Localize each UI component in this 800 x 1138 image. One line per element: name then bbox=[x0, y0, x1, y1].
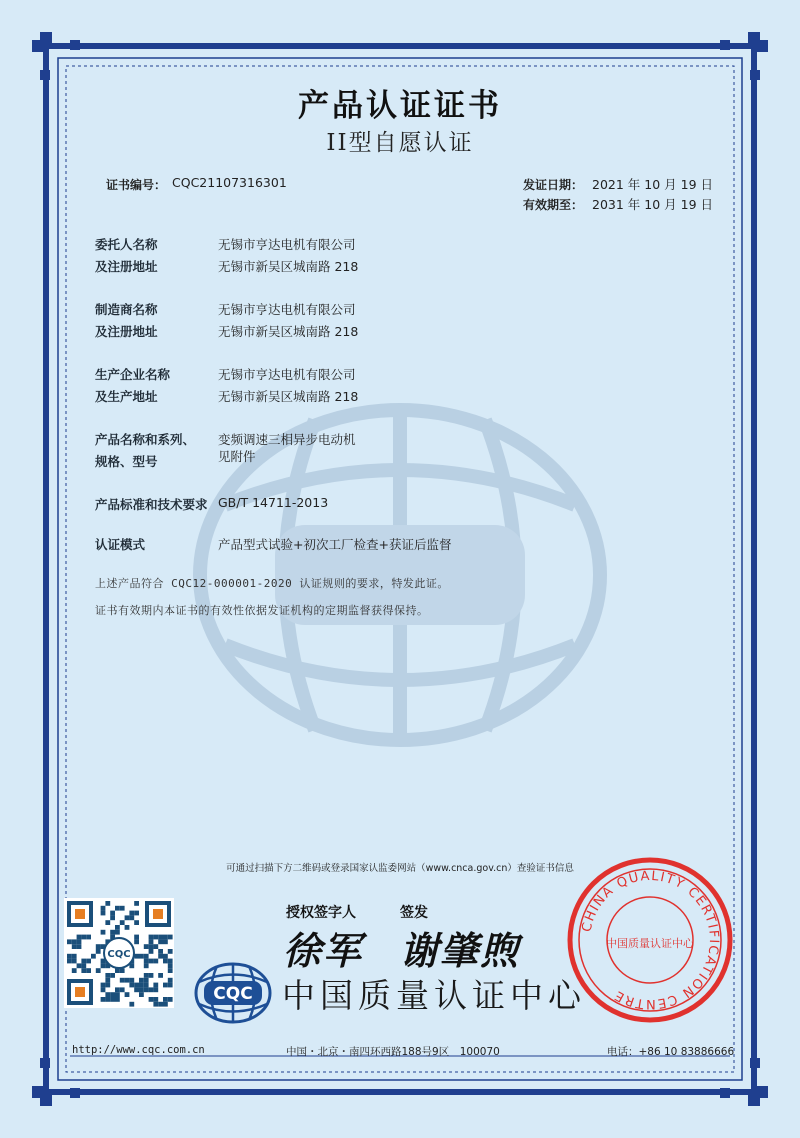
factory-address-value: 无锡市新吴区城南路 218 bbox=[218, 389, 359, 404]
cert-number-label: 证书编号： bbox=[106, 178, 167, 192]
factory-name-label: 生产企业名称 bbox=[95, 367, 171, 382]
footer-website[interactable]: http://www.cqc.com.cn bbox=[72, 1044, 205, 1056]
qr-cell bbox=[153, 1002, 158, 1007]
qr-cell bbox=[67, 954, 72, 959]
qr-cell bbox=[129, 1002, 134, 1007]
qr-cell bbox=[96, 944, 101, 949]
qr-cell bbox=[81, 963, 86, 968]
qr-cell bbox=[149, 959, 154, 964]
issued-label: 签发 bbox=[400, 905, 428, 921]
valid-date-value: 2031 年 10 月 19 日 bbox=[592, 197, 713, 212]
authorized-signatory-label: 授权签字人 bbox=[286, 905, 356, 921]
qr-cell bbox=[158, 973, 163, 978]
qr-cell bbox=[101, 983, 106, 988]
standard-value: GB/T 14711-2013 bbox=[218, 495, 329, 510]
qr-cell bbox=[125, 978, 130, 983]
qr-cell bbox=[110, 997, 115, 1002]
qr-cell bbox=[163, 997, 168, 1002]
applicant-name-label: 委托人名称 bbox=[95, 237, 158, 252]
qr-cell bbox=[149, 987, 154, 992]
standard-label: 产品标准和技术要求 bbox=[95, 497, 208, 512]
qr-cell bbox=[120, 906, 125, 911]
qr-cell bbox=[168, 949, 173, 954]
qr-cell bbox=[168, 997, 173, 1002]
qr-cell bbox=[139, 954, 144, 959]
qr-logo-text: CQC bbox=[107, 949, 131, 960]
qr-cell bbox=[72, 959, 77, 964]
factory-name-value: 无锡市亨达电机有限公司 bbox=[218, 367, 356, 382]
qr-cell bbox=[139, 987, 144, 992]
qr-cell bbox=[110, 911, 115, 916]
qr-cell bbox=[115, 930, 120, 935]
qr-cell bbox=[110, 992, 115, 997]
qr-cell bbox=[115, 906, 120, 911]
qr-cell bbox=[115, 925, 120, 930]
qr-cell bbox=[67, 959, 72, 964]
qr-cell bbox=[153, 959, 158, 964]
qr-cell bbox=[129, 911, 134, 916]
qr-cell bbox=[105, 992, 110, 997]
qr-cell bbox=[105, 983, 110, 988]
qr-cell bbox=[115, 992, 120, 997]
qr-cell bbox=[101, 911, 106, 916]
qr-cell bbox=[163, 983, 168, 988]
qr-cell bbox=[144, 983, 149, 988]
qr-cell bbox=[120, 978, 125, 983]
qr-cell bbox=[134, 935, 139, 940]
qr-cell bbox=[144, 963, 149, 968]
footer-phone: 电话：+86 10 83886666 bbox=[607, 1046, 735, 1058]
qr-cell bbox=[139, 978, 144, 983]
factory-address-label: 及生产地址 bbox=[95, 389, 158, 404]
qr-cell bbox=[105, 997, 110, 1002]
qr-cell bbox=[101, 930, 106, 935]
qr-code[interactable] bbox=[64, 898, 174, 1008]
qr-cell bbox=[158, 939, 163, 944]
qr-cell bbox=[149, 949, 154, 954]
issue-date-value: 2021 年 10 月 19 日 bbox=[592, 177, 713, 192]
qr-cell bbox=[144, 959, 149, 964]
qr-cell bbox=[115, 997, 120, 1002]
qr-cell bbox=[144, 954, 149, 959]
qr-cell bbox=[105, 973, 110, 978]
qr-cell bbox=[149, 997, 154, 1002]
qr-cell bbox=[125, 925, 130, 930]
qr-cell bbox=[144, 978, 149, 983]
qr-cell bbox=[149, 944, 154, 949]
qr-cell bbox=[101, 906, 106, 911]
qr-cell bbox=[77, 935, 82, 940]
applicant-address-value: 无锡市新吴区城南路 218 bbox=[218, 259, 359, 274]
manufacturer-name-label: 制造商名称 bbox=[95, 302, 158, 317]
manufacturer-name-value: 无锡市亨达电机有限公司 bbox=[218, 302, 356, 317]
footer-address: 中国・北京・南四环西路188号9区 100070 bbox=[286, 1046, 500, 1058]
qr-cell bbox=[134, 983, 139, 988]
qr-cell bbox=[105, 901, 110, 906]
valid-date-label: 有效期至： bbox=[523, 198, 584, 212]
qr-cell bbox=[163, 1002, 168, 1007]
qr-cell bbox=[120, 920, 125, 925]
qr-cell bbox=[153, 997, 158, 1002]
qr-cell bbox=[72, 944, 77, 949]
qr-cell bbox=[134, 987, 139, 992]
signature-2: 谢肇煦 bbox=[400, 928, 521, 973]
seal-ring-text: CHINA QUALITY CERTIFICATION CENTRE bbox=[579, 868, 722, 1012]
qr-cell bbox=[96, 968, 101, 973]
product-name-label: 产品名称和系列、 bbox=[95, 432, 196, 447]
qr-cell bbox=[81, 968, 86, 973]
qr-cell bbox=[77, 944, 82, 949]
validity-note: 证书有效期内本证书的有效性依据发证机构的定期监督获得保持。 bbox=[95, 604, 429, 617]
qr-cell bbox=[134, 911, 139, 916]
qr-cell bbox=[168, 978, 173, 983]
qr-cell bbox=[144, 987, 149, 992]
qr-cell bbox=[105, 978, 110, 983]
qr-cell bbox=[105, 920, 110, 925]
certificate-subtitle: II型自愿认证 bbox=[326, 130, 474, 156]
qr-cell bbox=[72, 968, 77, 973]
qr-cell bbox=[101, 997, 106, 1002]
qr-cell bbox=[149, 939, 154, 944]
cert-mode-value: 产品型式试验+初次工厂检查+获证后监督 bbox=[218, 537, 452, 552]
compliance-note: 上述产品符合 CQC12-000001-2020 认证规则的要求，特发此证。 bbox=[95, 577, 449, 590]
qr-cell bbox=[125, 992, 130, 997]
qr-cell bbox=[86, 959, 91, 964]
applicant-address-label: 及注册地址 bbox=[95, 259, 158, 274]
qr-cell bbox=[91, 954, 96, 959]
qr-cell bbox=[110, 973, 115, 978]
official-seal bbox=[565, 855, 735, 1025]
issue-date-label: 发证日期： bbox=[523, 178, 584, 192]
qr-cell bbox=[72, 939, 77, 944]
qr-cell bbox=[158, 949, 163, 954]
qr-cell bbox=[158, 935, 163, 940]
cert-number-value: CQC21107316301 bbox=[172, 175, 287, 190]
manufacturer-address-label: 及注册地址 bbox=[95, 324, 158, 339]
qr-cell bbox=[101, 963, 106, 968]
qr-cell bbox=[149, 935, 154, 940]
qr-cell bbox=[67, 939, 72, 944]
product-model-value: 见附件 bbox=[218, 449, 256, 464]
product-model-label: 规格、型号 bbox=[95, 454, 158, 469]
qr-cell bbox=[125, 915, 130, 920]
qr-cell bbox=[129, 915, 134, 920]
qr-cell bbox=[129, 978, 134, 983]
qr-cell bbox=[153, 944, 158, 949]
certificate-title: 产品认证证书 bbox=[298, 88, 502, 124]
manufacturer-address-value: 无锡市新吴区城南路 218 bbox=[218, 324, 359, 339]
product-name-value: 变频调速三相异步电动机 bbox=[218, 432, 356, 447]
qr-cell bbox=[168, 968, 173, 973]
qr-cell bbox=[153, 935, 158, 940]
qr-cell bbox=[81, 959, 86, 964]
qr-cell bbox=[153, 987, 158, 992]
seal-center-text: 中国质量认证中心 bbox=[606, 937, 694, 950]
qr-cell bbox=[110, 930, 115, 935]
qr-cell bbox=[77, 939, 82, 944]
verify-instructions: 可通过扫描下方二维码或登录国家认监委网站（www.cnca.gov.cn）查验证书信息 bbox=[226, 863, 574, 874]
qr-cell bbox=[115, 987, 120, 992]
qr-cell bbox=[153, 983, 158, 988]
qr-cell bbox=[144, 944, 149, 949]
qr-cell bbox=[149, 973, 154, 978]
qr-cell bbox=[158, 954, 163, 959]
qr-cell bbox=[163, 935, 168, 940]
qr-cell bbox=[168, 935, 173, 940]
qr-cell bbox=[163, 959, 168, 964]
qr-cell bbox=[144, 973, 149, 978]
qr-cell bbox=[168, 959, 173, 964]
qr-cell bbox=[129, 983, 134, 988]
qr-cell bbox=[101, 987, 106, 992]
qr-cell bbox=[168, 963, 173, 968]
applicant-name-value: 无锡市亨达电机有限公司 bbox=[218, 237, 356, 252]
qr-cell bbox=[134, 939, 139, 944]
cert-mode-label: 认证模式 bbox=[95, 537, 146, 552]
qr-cell bbox=[110, 915, 115, 920]
qr-cell bbox=[86, 935, 91, 940]
qr-cell bbox=[163, 954, 168, 959]
qr-cell bbox=[134, 920, 139, 925]
qr-cell bbox=[139, 983, 144, 988]
qr-cell bbox=[134, 901, 139, 906]
qr-cell bbox=[72, 954, 77, 959]
qr-cell bbox=[81, 935, 86, 940]
cqc-logo-text: CQC bbox=[213, 984, 253, 1004]
qr-cell bbox=[120, 987, 125, 992]
qr-cell bbox=[86, 968, 91, 973]
qr-cell bbox=[163, 939, 168, 944]
organization-name: 中国质量认证中心 bbox=[282, 976, 586, 1015]
qr-cell bbox=[96, 949, 101, 954]
qr-cell bbox=[168, 983, 173, 988]
cqc-logo bbox=[193, 962, 273, 1024]
qr-cell bbox=[139, 992, 144, 997]
qr-cell bbox=[158, 1002, 163, 1007]
qr-cell bbox=[77, 963, 82, 968]
signature-1: 徐军 bbox=[283, 928, 364, 973]
